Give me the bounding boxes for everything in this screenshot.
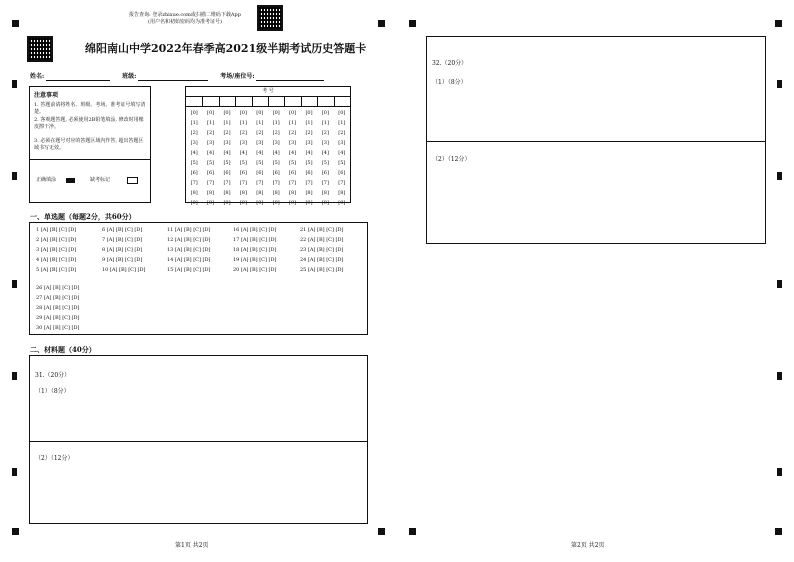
- exam-digit-bubble[interactable]: [5]: [305, 160, 313, 166]
- exam-number-column: [336, 108, 347, 208]
- timing-mark: [777, 468, 782, 476]
- notes-item: 2. 客观题答题, 必须使用2B铅笔填涂, 修改时用橡皮擦干净。: [34, 117, 144, 130]
- notes-heading: 注意事项: [34, 92, 59, 99]
- missing-mark-box[interactable]: [127, 177, 138, 184]
- exam-digit-bubble[interactable]: [9]: [223, 200, 231, 206]
- exam-number-column: [238, 108, 249, 208]
- exam-digit-bubble[interactable]: [9]: [289, 200, 297, 206]
- student-info-row: [30, 72, 360, 81]
- exam-digit-bubble[interactable]: [7]: [207, 180, 215, 186]
- exam-digit-bubble[interactable]: [5]: [207, 160, 215, 166]
- exam-digit-bubble[interactable]: [0]: [190, 110, 198, 116]
- mc-question-row[interactable]: 4 [A] [B] [C] [D]: [36, 257, 77, 263]
- mc-question-row[interactable]: 17 [A] [B] [C] [D]: [233, 237, 277, 243]
- timing-mark: [777, 172, 782, 180]
- material-section-heading: 二、材料题（40分）: [30, 345, 96, 354]
- q31-label: 31.（20分）: [35, 372, 71, 379]
- exam-digit-bubble[interactable]: [0]: [289, 110, 297, 116]
- mc-question-row[interactable]: 26 [A] [B] [C] [D]: [36, 285, 80, 291]
- exam-digit-bubble[interactable]: [3]: [305, 140, 313, 146]
- exam-digit-bubble[interactable]: [9]: [321, 200, 329, 206]
- exam-digit-bubble[interactable]: [8]: [207, 190, 215, 196]
- name-field[interactable]: [46, 72, 110, 81]
- exam-digit-bubble[interactable]: [4]: [207, 150, 215, 156]
- corner-mark: [378, 528, 385, 535]
- exam-number-heading: 考 号: [262, 88, 274, 94]
- exam-digit-bubble[interactable]: [7]: [321, 180, 329, 186]
- correct-fill-sample: [66, 178, 75, 183]
- timing-mark: [12, 468, 17, 476]
- exam-digit-bubble[interactable]: [7]: [338, 180, 346, 186]
- exam-digit-bubble[interactable]: [0]: [256, 110, 264, 116]
- exam-number-column: [222, 108, 233, 208]
- exam-digit-bubble[interactable]: [6]: [223, 170, 231, 176]
- exam-number-grid: [185, 86, 351, 206]
- exam-digit-bubble[interactable]: [8]: [256, 190, 264, 196]
- exam-number-column: [205, 108, 216, 208]
- mc-question-row[interactable]: 18 [A] [B] [C] [D]: [233, 247, 277, 253]
- mc-question-row[interactable]: 3 [A] [B] [C] [D]: [36, 247, 77, 253]
- exam-digit-bubble[interactable]: [3]: [272, 140, 280, 146]
- exam-digit-bubble[interactable]: [3]: [256, 140, 264, 146]
- exam-digit-bubble[interactable]: [0]: [305, 110, 313, 116]
- mc-section-heading: 一、单选题（每题2分，共60分）: [30, 212, 136, 221]
- timing-mark: [12, 372, 17, 380]
- q32-label: 32.（20分）: [432, 60, 468, 67]
- timing-mark: [777, 280, 782, 288]
- exam-digit-bubble[interactable]: [5]: [338, 160, 346, 166]
- exam-digit-bubble[interactable]: [8]: [272, 190, 280, 196]
- exam-digit-bubble[interactable]: [2]: [207, 130, 215, 136]
- exam-digit-bubble[interactable]: [4]: [190, 150, 198, 156]
- correct-fill-label: 正确填涂: [36, 177, 57, 183]
- class-field[interactable]: [138, 72, 208, 81]
- exam-digit-bubble[interactable]: [7]: [239, 180, 247, 186]
- exam-digit-bubble[interactable]: [9]: [338, 200, 346, 206]
- exam-digit-bubble[interactable]: [9]: [272, 200, 280, 206]
- corner-mark: [409, 20, 416, 27]
- exam-digit-bubble[interactable]: [5]: [289, 160, 297, 166]
- exam-number-column: [287, 108, 298, 208]
- corner-mark: [12, 528, 19, 535]
- timing-mark: [12, 80, 17, 88]
- exam-number-column: [320, 108, 331, 208]
- exam-digit-bubble[interactable]: [2]: [256, 130, 264, 136]
- exam-digit-bubble[interactable]: [2]: [223, 130, 231, 136]
- exam-digit-bubble[interactable]: [6]: [321, 170, 329, 176]
- notes-item: 3. 必须在题号对应的答题区域内作答, 超出答题区域书写无效。: [34, 138, 144, 151]
- mc-question-row[interactable]: 5 [A] [B] [C] [D]: [36, 267, 77, 273]
- q32-part2-label: （2）（12分）: [432, 156, 471, 163]
- mc-question-row[interactable]: 19 [A] [B] [C] [D]: [233, 257, 277, 263]
- exam-digit-bubble[interactable]: [4]: [256, 150, 264, 156]
- q31-answer-area[interactable]: [29, 355, 368, 524]
- mc-question-row[interactable]: 22 [A] [B] [C] [D]: [300, 237, 344, 243]
- exam-digit-bubble[interactable]: [8]: [338, 190, 346, 196]
- exam-digit-bubble[interactable]: [4]: [321, 150, 329, 156]
- exam-digit-bubble[interactable]: [6]: [207, 170, 215, 176]
- corner-mark: [775, 20, 782, 27]
- exam-digit-bubble[interactable]: [9]: [239, 200, 247, 206]
- exam-digit-bubble[interactable]: [1]: [207, 120, 215, 126]
- mc-question-row[interactable]: 16 [A] [B] [C] [D]: [233, 227, 277, 233]
- exam-digit-bubble[interactable]: [4]: [338, 150, 346, 156]
- exam-digit-bubble[interactable]: [1]: [256, 120, 264, 126]
- mc-answer-area: [29, 222, 368, 335]
- timing-mark: [12, 172, 17, 180]
- exam-digit-bubble[interactable]: [0]: [338, 110, 346, 116]
- exam-digit-bubble[interactable]: [8]: [289, 190, 297, 196]
- seat-label: 考场/座位号:: [220, 73, 255, 80]
- mc-question-row[interactable]: 24 [A] [B] [C] [D]: [300, 257, 344, 263]
- exam-digit-bubble[interactable]: [2]: [190, 130, 198, 136]
- exam-digit-bubble[interactable]: [7]: [305, 180, 313, 186]
- exam-digit-bubble[interactable]: [7]: [256, 180, 264, 186]
- exam-digit-bubble[interactable]: [8]: [223, 190, 231, 196]
- mc-question-row[interactable]: 6 [A] [B] [C] [D]: [102, 227, 143, 233]
- corner-mark: [12, 20, 19, 27]
- mc-question-row[interactable]: 10 [A] [B] [C] [D]: [102, 267, 146, 273]
- q32-answer-area[interactable]: [426, 36, 766, 244]
- exam-digit-bubble[interactable]: [2]: [289, 130, 297, 136]
- exam-digit-bubble[interactable]: [4]: [272, 150, 280, 156]
- timing-mark: [777, 372, 782, 380]
- class-label: 班级:: [122, 73, 137, 80]
- exam-digit-bubble[interactable]: [3]: [223, 140, 231, 146]
- q32-part1-label: （1）（8分）: [432, 79, 467, 86]
- mc-question-row[interactable]: 21 [A] [B] [C] [D]: [300, 227, 344, 233]
- mc-question-row[interactable]: 25 [A] [B] [C] [D]: [300, 267, 344, 273]
- exam-digit-bubble[interactable]: [1]: [305, 120, 313, 126]
- exam-digit-bubble[interactable]: [5]: [190, 160, 198, 166]
- mc-question-row[interactable]: 1 [A] [B] [C] [D]: [36, 227, 77, 233]
- exam-digit-bubble[interactable]: [2]: [272, 130, 280, 136]
- exam-digit-bubble[interactable]: [9]: [256, 200, 264, 206]
- page1-footer: 第1页 共2页: [175, 542, 209, 549]
- exam-digit-bubble[interactable]: [3]: [239, 140, 247, 146]
- exam-digit-bubble[interactable]: [6]: [272, 170, 280, 176]
- exam-digit-bubble[interactable]: [0]: [223, 110, 231, 116]
- report-query-text: 报告查询: 登录zhixue.com或扫描二维码下载App (用户名和初始密码均为准考证号): [129, 12, 241, 25]
- mc-question-row[interactable]: 20 [A] [B] [C] [D]: [233, 267, 277, 273]
- app-qr-code: [257, 5, 283, 31]
- mc-question-row[interactable]: 28 [A] [B] [C] [D]: [36, 305, 80, 311]
- exam-digit-bubble[interactable]: [0]: [321, 110, 329, 116]
- mc-question-row[interactable]: 12 [A] [B] [C] [D]: [167, 237, 211, 243]
- exam-digit-bubble[interactable]: [1]: [338, 120, 346, 126]
- exam-digit-bubble[interactable]: [8]: [305, 190, 313, 196]
- exam-digit-bubble[interactable]: [6]: [239, 170, 247, 176]
- mc-question-row[interactable]: 9 [A] [B] [C] [D]: [102, 257, 143, 263]
- exam-digit-bubble[interactable]: [8]: [190, 190, 198, 196]
- exam-digit-bubble[interactable]: [0]: [207, 110, 215, 116]
- exam-digit-bubble[interactable]: [0]: [239, 110, 247, 116]
- exam-digit-bubble[interactable]: [2]: [239, 130, 247, 136]
- exam-digit-bubble[interactable]: [1]: [289, 120, 297, 126]
- exam-digit-bubble[interactable]: [6]: [289, 170, 297, 176]
- exam-digit-bubble[interactable]: [7]: [289, 180, 297, 186]
- exam-digit-bubble[interactable]: [9]: [305, 200, 313, 206]
- exam-digit-bubble[interactable]: [3]: [190, 140, 198, 146]
- exam-digit-bubble[interactable]: [1]: [190, 120, 198, 126]
- exam-digit-bubble[interactable]: [7]: [272, 180, 280, 186]
- exam-digit-bubble[interactable]: [5]: [223, 160, 231, 166]
- exam-digit-bubble[interactable]: [5]: [239, 160, 247, 166]
- exam-digit-bubble[interactable]: [1]: [223, 120, 231, 126]
- exam-digit-bubble[interactable]: [7]: [190, 180, 198, 186]
- mc-question-row[interactable]: 15 [A] [B] [C] [D]: [167, 267, 211, 273]
- notes-item: 1. 答题前请将姓名、班级、考场、准考证号填写清楚。: [34, 102, 146, 115]
- q31-part2-label: （2）（12分）: [35, 455, 74, 462]
- exam-number-column: [189, 108, 200, 208]
- exam-digit-bubble[interactable]: [8]: [239, 190, 247, 196]
- exam-digit-bubble[interactable]: [7]: [223, 180, 231, 186]
- page-title: 绵阳南山中学2022年春季高2021级半期考试历史答题卡: [85, 42, 367, 55]
- exam-digit-bubble[interactable]: [3]: [289, 140, 297, 146]
- exam-digit-bubble[interactable]: [3]: [321, 140, 329, 146]
- mc-question-row[interactable]: 7 [A] [B] [C] [D]: [102, 237, 143, 243]
- mc-question-row[interactable]: 13 [A] [B] [C] [D]: [167, 247, 211, 253]
- exam-digit-bubble[interactable]: [5]: [272, 160, 280, 166]
- corner-mark: [409, 528, 416, 535]
- exam-digit-bubble[interactable]: [1]: [321, 120, 329, 126]
- exam-digit-bubble[interactable]: [1]: [239, 120, 247, 126]
- exam-digit-bubble[interactable]: [6]: [305, 170, 313, 176]
- timing-mark: [777, 80, 782, 88]
- mc-question-row[interactable]: 23 [A] [B] [C] [D]: [300, 247, 344, 253]
- corner-mark: [378, 20, 385, 27]
- exam-digit-bubble[interactable]: [2]: [305, 130, 313, 136]
- exam-digit-bubble[interactable]: [2]: [321, 130, 329, 136]
- mc-question-row[interactable]: 8 [A] [B] [C] [D]: [102, 247, 143, 253]
- exam-digit-bubble[interactable]: [4]: [223, 150, 231, 156]
- exam-digit-bubble[interactable]: [8]: [321, 190, 329, 196]
- exam-digit-bubble[interactable]: [9]: [190, 200, 198, 206]
- timing-mark: [12, 280, 17, 288]
- exam-number-column: [254, 108, 265, 208]
- exam-number-column: [304, 108, 315, 208]
- mc-question-row[interactable]: 29 [A] [B] [C] [D]: [36, 315, 80, 321]
- missing-mark-label: 缺考标记: [90, 177, 111, 183]
- exam-digit-bubble[interactable]: [6]: [256, 170, 264, 176]
- mc-question-row[interactable]: 30 [A] [B] [C] [D]: [36, 325, 80, 331]
- exam-digit-bubble[interactable]: [4]: [289, 150, 297, 156]
- corner-mark: [775, 528, 782, 535]
- student-qr-code: [27, 36, 53, 62]
- exam-digit-bubble[interactable]: [9]: [207, 200, 215, 206]
- exam-digit-bubble[interactable]: [5]: [321, 160, 329, 166]
- exam-digit-bubble[interactable]: [2]: [338, 130, 346, 136]
- q31-part1-label: （1）（8分）: [35, 388, 70, 395]
- exam-digit-bubble[interactable]: [4]: [239, 150, 247, 156]
- name-label: 姓名:: [30, 73, 45, 80]
- mc-question-row[interactable]: 27 [A] [B] [C] [D]: [36, 295, 80, 301]
- exam-digit-bubble[interactable]: [0]: [272, 110, 280, 116]
- page2-footer: 第2页 共2页: [571, 542, 605, 549]
- exam-digit-bubble[interactable]: [5]: [256, 160, 264, 166]
- exam-digit-bubble[interactable]: [3]: [207, 140, 215, 146]
- exam-digit-bubble[interactable]: [6]: [190, 170, 198, 176]
- mc-question-row[interactable]: 11 [A] [B] [C] [D]: [167, 227, 211, 233]
- exam-number-column: [271, 108, 282, 208]
- exam-digit-bubble[interactable]: [4]: [305, 150, 313, 156]
- exam-digit-bubble[interactable]: [3]: [338, 140, 346, 146]
- exam-digit-bubble[interactable]: [6]: [338, 170, 346, 176]
- notes-box: [29, 86, 151, 203]
- seat-field[interactable]: [256, 72, 324, 81]
- exam-digit-bubble[interactable]: [1]: [272, 120, 280, 126]
- mc-question-row[interactable]: 14 [A] [B] [C] [D]: [167, 257, 211, 263]
- mc-question-row[interactable]: 2 [A] [B] [C] [D]: [36, 237, 77, 243]
